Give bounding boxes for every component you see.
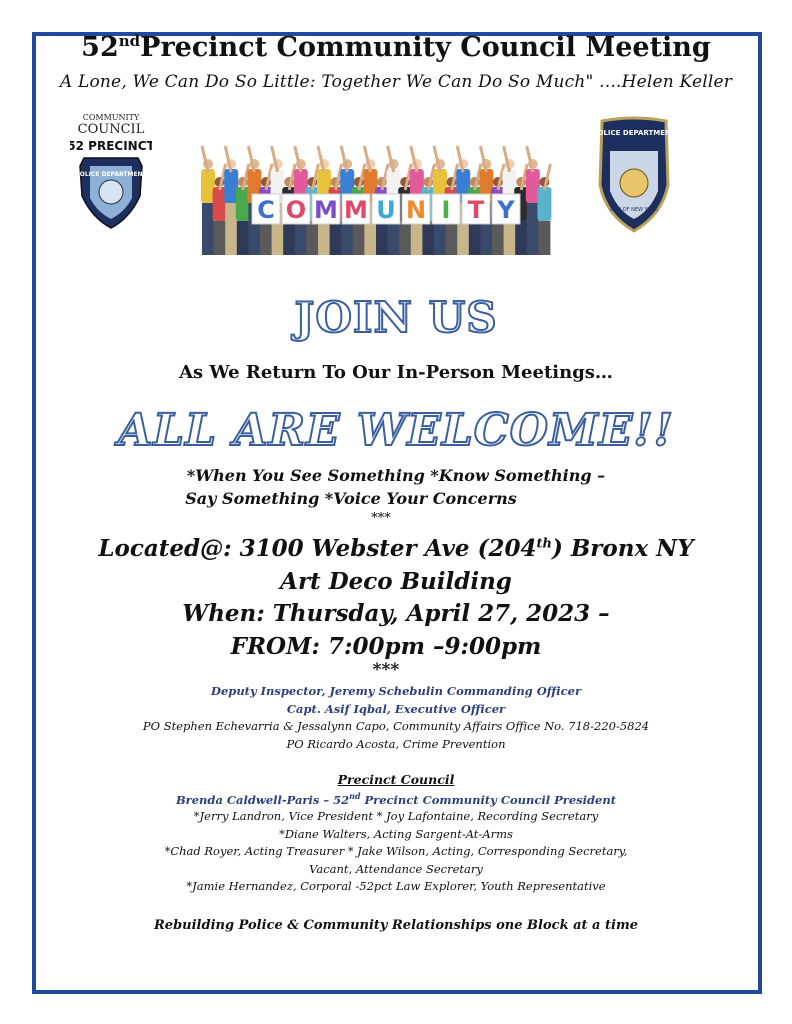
letter-card-text: T: [467, 196, 485, 224]
officer-community-affairs: PO Stephen Echevarria & Jessalynn Capo, Community Affairs Office No. 718-220-5824: [142, 719, 650, 733]
council-member-line: Vacant, Attendance Secretary: [309, 862, 483, 876]
location-building: Art Deco Building: [280, 568, 512, 595]
see-something-line-1: *When You See Something *Know Something –: [186, 466, 606, 485]
letter-card-text: Y: [497, 196, 515, 224]
svg-text:COUNCIL: COUNCIL: [77, 122, 145, 137]
officer-executive: Capt. Asif Iqbal, Executive Officer: [286, 702, 506, 716]
letter-card-text: M: [314, 196, 338, 224]
precinct-council-heading: Precinct Council: [337, 772, 455, 787]
letter-card-text: N: [405, 196, 427, 224]
letter-card-text: O: [285, 196, 307, 224]
location-address: Located@: 3100 Webster Ave (204th) Bronx NY: [98, 535, 694, 562]
svg-text:POLICE DEPARTMENT: POLICE DEPARTMENT: [596, 129, 672, 137]
letter-card-text: U: [376, 196, 396, 224]
svg-text:CITY OF NEW YORK: CITY OF NEW YORK: [610, 207, 658, 213]
svg-text:52 PRECINCT: 52 PRECINCT: [70, 139, 152, 153]
separator-stars: ***: [372, 660, 400, 680]
join-us-heading: JOIN US: [294, 293, 498, 342]
council-member-line: *Jerry Landron, Vice President * Joy Lafontaine, Recording Secretary: [193, 809, 599, 823]
officer-commanding: Deputy Inspector, Jeremy Schebulin Commanding Officer: [210, 684, 582, 698]
svg-text:COMMUNITY: COMMUNITY: [82, 113, 140, 122]
letter-card-text: C: [257, 196, 275, 224]
page-title: 52ndPrecinct Community Council Meeting: [81, 32, 711, 63]
all-are-welcome-heading: ALL ARE WELCOME!!: [118, 405, 674, 456]
meeting-time: FROM: 7:00pm –9:00pm: [230, 633, 542, 660]
officer-crime-prevention: PO Ricardo Acosta, Crime Prevention: [286, 737, 506, 751]
letter-card-text: I: [441, 196, 451, 224]
svg-text:POLICE DEPARTMENT: POLICE DEPARTMENT: [75, 171, 147, 178]
nypd-patch-logo: [596, 115, 672, 235]
council-member-line: *Diane Walters, Acting Sargent-At-Arms: [279, 827, 513, 841]
community-crowd-image: [190, 140, 570, 280]
community-council-logo: [70, 106, 152, 232]
council-member-line: *Jamie Hernandez, Corporal -52pct Law Explorer, Youth Representative: [186, 879, 606, 893]
separator-stars: ***: [371, 511, 391, 526]
footer-slogan: Rebuilding Police & Community Relationships one Block at a time: [154, 918, 638, 933]
return-in-person-text: As We Return To Our In-Person Meetings…: [179, 362, 613, 383]
helen-keller-quote: A Lone, We Can Do So Little: Together We Can Do So Much" ....Helen Keller: [59, 72, 733, 92]
see-something-line-2: Say Something *Voice Your Concerns: [185, 489, 517, 508]
meeting-date: When: Thursday, April 27, 2023 –: [182, 600, 610, 627]
letter-card-text: M: [344, 196, 368, 224]
council-member-line: *Chad Royer, Acting Treasurer * Jake Wilson, Acting, Corresponding Secretary,: [164, 844, 628, 858]
council-president: Brenda Caldwell-Paris – 52nd Precinct Community Council President: [175, 791, 617, 807]
